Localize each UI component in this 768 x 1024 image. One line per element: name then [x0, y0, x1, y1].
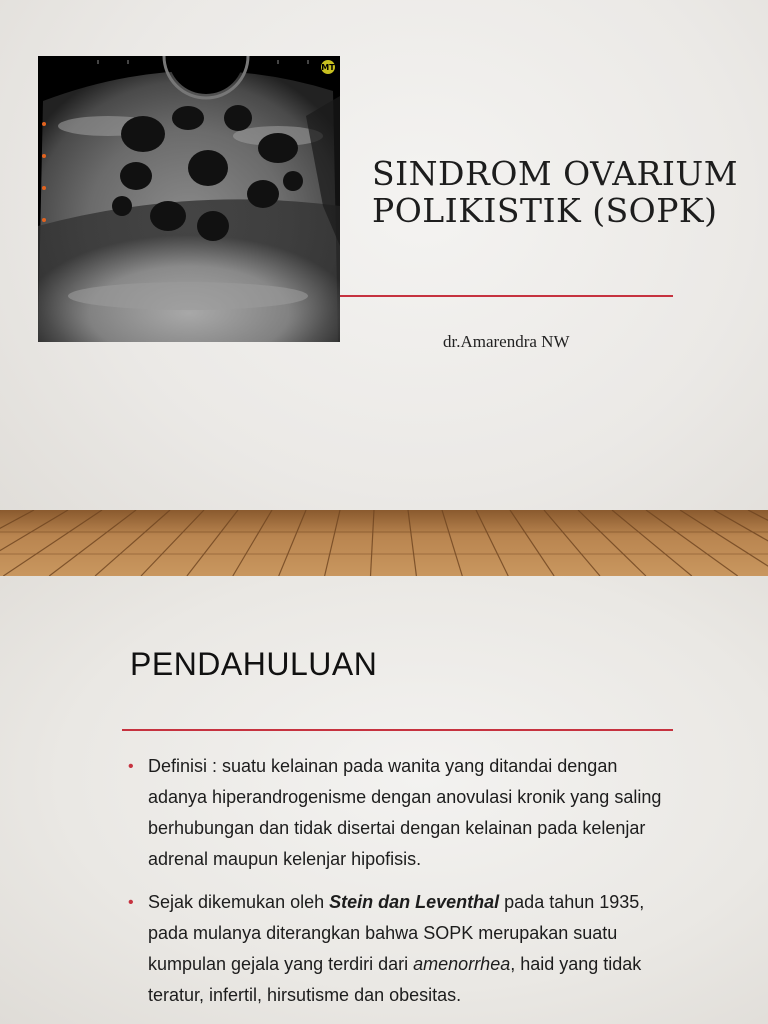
list-item — [125, 887, 665, 1011]
bullet-icon: • — [128, 894, 134, 911]
bullet-list — [125, 751, 665, 1023]
bullet-text-post: , haid yang tidak teratur, infertil, hirsutisme dan obesitas. — [148, 954, 642, 1005]
section-heading: PENDAHULUAN — [130, 646, 378, 682]
image-badge-label: MT — [321, 63, 335, 72]
ultrasound-image — [38, 56, 340, 342]
title-divider — [340, 295, 673, 297]
bullet-text-pre: Sejak dikemukan oleh — [148, 892, 330, 912]
wood-floor-decoration — [0, 510, 768, 576]
bullet-text-mid: pada tahun 1935, pada mulanya diterangkan bahwa SOPK merupakan suatu kumpulan gejala yang terdiri dari — [148, 892, 645, 974]
slide-introduction — [0, 576, 768, 1024]
author-names-emphasis: Stein dan Leventhal — [329, 892, 500, 912]
author-name: dr.Amarendra NW — [443, 332, 570, 351]
bullet-icon: • — [128, 758, 134, 775]
term-emphasis: amenorrhea — [413, 954, 511, 974]
heading-divider — [122, 729, 673, 731]
bullet-text: Definisi : suatu kelainan pada wanita yang ditandai dengan adanya hiperandrogenisme dengan anovulasi kronik yang saling berhubungan dan tidak disertai dengan kelainan pada kelenjar adrenal maupun kelenjar hipofisis. — [148, 756, 662, 869]
list-item — [125, 751, 665, 875]
slide-title-text: SINDROM OVARIUM POLIKISTIK (SOPK) — [372, 154, 739, 230]
